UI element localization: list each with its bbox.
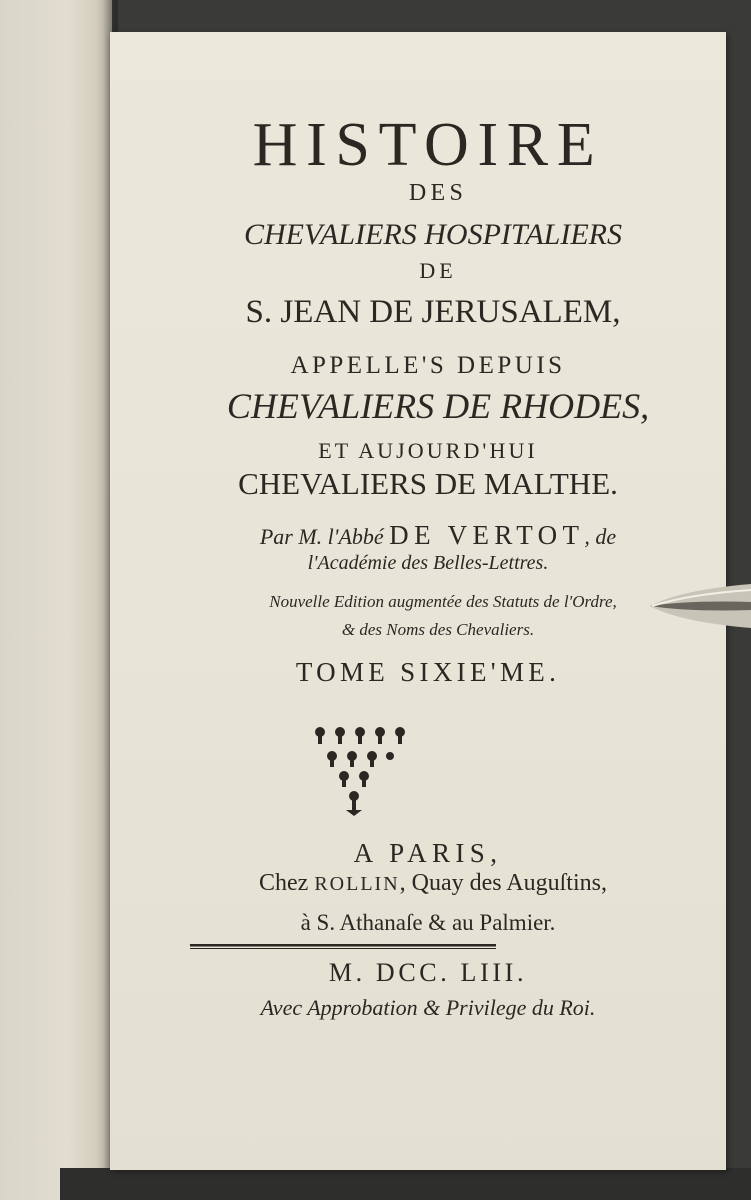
- imprint-publisher: [125, 870, 741, 897]
- imprint-date: M. DCC. LIII.: [328, 958, 528, 987]
- table-background: [60, 1168, 751, 1200]
- author-academy: l'Académie des Belles-Lettres.: [307, 552, 549, 574]
- edition-note-line2: & des Noms des Chevaliers.: [341, 620, 535, 639]
- fleuron-ornament: [300, 718, 412, 818]
- publisher-name: ROLLIN: [314, 873, 400, 895]
- publisher-address: , Quay des Auguſtins,: [399, 870, 607, 896]
- edition-note-line1: Nouvelle Edition augmentée des Statuts de l'Ordre,: [269, 592, 617, 611]
- title-line-appelles: APPELLE'S DEPUIS: [290, 352, 566, 379]
- volume-label: TOME SIXIE'ME.: [295, 657, 561, 687]
- imprint-city: A PARIS,: [353, 838, 503, 868]
- title-line-aujourdhui: ET AUJOURD'HUI: [318, 438, 538, 463]
- title-line-hospitaliers: CHEVALIERS HOSPITALIERS: [243, 218, 622, 251]
- author-line: [130, 520, 746, 551]
- title-line-jerusalem: S. JEAN DE JERUSALEM,: [245, 294, 621, 330]
- title-line-malthe: CHEVALIERS DE MALTHE.: [238, 466, 618, 501]
- book-title: HISTOIRE: [252, 111, 604, 179]
- author-prefix: Par M. l'Abbé: [259, 524, 384, 549]
- imprint-privilege: Avec Approbation & Privilege du Roi.: [260, 995, 596, 1020]
- author-name: DE VERTOT: [389, 520, 585, 550]
- author-suffix: , de: [584, 524, 617, 549]
- imprint-shop-sign: à S. Athanaſe & au Palmier.: [300, 910, 556, 935]
- title-line-des: DES: [408, 180, 468, 206]
- double-rule-divider: [190, 944, 496, 950]
- title-line-de: DE: [419, 258, 457, 283]
- publisher-prefix: Chez: [259, 870, 309, 896]
- title-line-rhodes: CHEVALIERS DE RHODES,: [226, 386, 650, 426]
